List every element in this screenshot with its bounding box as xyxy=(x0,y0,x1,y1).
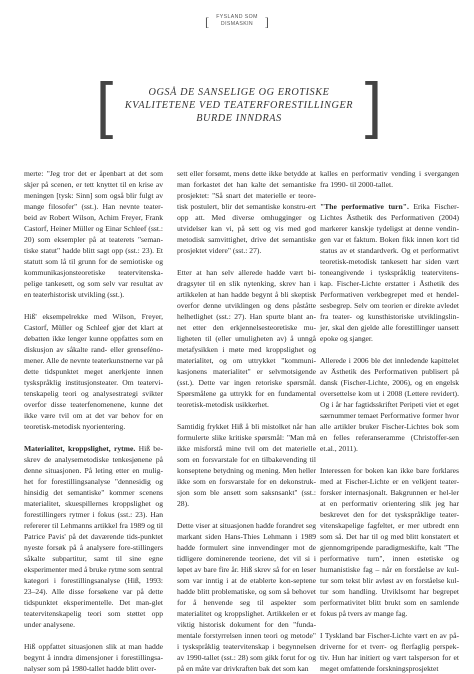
paragraph: kalles en performativ vending i svergangen fra 1990- til 2000-tallet. xyxy=(320,169,459,189)
paragraph: Hiß oppfattet situasjonen slik at man hadde begynt å inndra dimensjoner i forestillingsa-nalyser som på 1980-tallet hadde blitt over- xyxy=(24,642,163,673)
header-tag-line-1: FYSLAND SOM xyxy=(216,14,258,20)
paragraph-text: Erika Fischer-Lichtes Ästhetik des Performativen (2004) markerer kanskje tydeligst at denne vendin-gen var et faktum. Boken fikk innen kort tid status av et standardverk. Og et performativt teoretisk-metodisk tankesett har siden vært toneangivende i tyskspråklig teatervitens-kap. Fischer-Lichte erstatter i Ästhetik des Performativen verkbegrepet med et hendel-sesbegrep. Selv om teorien er direkte avledet fra teater- og kunsthistoriske utviklingslin-jer, skal den gjelde alle forestillinger uansett epoke og sjanger. xyxy=(320,202,459,343)
paragraph: merte: "Jeg tror det er åpenbart at det som skjer på scenen, er tett knyttet til en krise av meningen [tysk: Sinn] som også blir fulgt av mange filosofer" (sst.). Han nevnte teater-beid av Robert Wilson, Achim Freyer, Frank Castorf, Heiner Müller og Einar Schleef (sst.: 20) som eksempler på at teaterets "seman-tiske statut" hadde blitt sagt opp (sst.: 23). Et statutt som lå til grunn for de semiotiske og kommunikasjonsteoretiske teatervitenska-pelige tankesett, og som selv var resultat av en teaterhistorisk utvikling (sst.). xyxy=(24,169,163,299)
text-column-2 xyxy=(177,168,316,673)
paragraph: sett eller forsømt, mens dette ikke betydde at man forkastet det han kalte det semantiske prosjektet: "Så snart det materielle er teore-tisk postulert, blir det semantiske konstru-ert opp att. Med diverse omhugginger og utvidelser kan vi, på sett og vis med god metodisk samvittighet, drive det semantiske prosjektet videre" (sst.: 27). xyxy=(177,169,316,255)
paragraph: Hiß' eksempelrekke med Wilson, Freyer, Castorf, Müller og Schleef gjør det klart at debatten ikke lenger kunne oppfattes som en diskusjon av såkalte rand- eller grenseféno-mener. Alle de nevnte teaterkunstnerne var på dette tidspunktet meget anerkjente innen tyskspråklig institusjonsteater. Om teatervi-tenskapelig teori og analysestrategi svikter overfor disse teaterfenomenene, kunne det ikke være tvil om at det var behov for en teoretisk-metodisk nyorientering. xyxy=(24,312,163,431)
paragraph-text: Hiß be-skrev de analysemetodiske tenkesjønene på denne situasjonen. På leting etter en mulig-het for forestillingsanalyse "dennesidig og hinsidig det semantiske" kommer scenens materialitet, skuespillernes kroppslighet og forestillingers rytmer i fokus (sst.: 23). Han refererer til Lehmanns artikkel fra 1989 og til Patrice Pavis' på det daværende tids-punktet nyeste forsøk på å analysere fore-stillingers såkalte subpartitur, samt til sine egne eksperimenter med å bruke rytme som sentral kategori i forestillingsanalyse (Hiß, 1993: 23–24). Alle disse forsøkene var på dette tidspunktet eksperimentelle. Det man-glet teatervitenskapelig teori som støttet opp under analysene. xyxy=(24,444,163,629)
header-right-bracket: ] xyxy=(264,14,269,29)
text-column-3 xyxy=(320,168,459,673)
pull-quote-left-bracket: [ xyxy=(96,71,114,140)
pull-quote-text xyxy=(116,86,362,125)
pull-quote-line-1: OGSÅ DE SANSELIGE OG EROTISKE xyxy=(148,87,330,98)
header-left-bracket: [ xyxy=(205,14,210,29)
paragraph: Samtidig frykket Hiß å bli mistolket når han formulerte slike kritiske spørsmål: "Man må ikke misforstå mine tvil om det materielle som en forsvarstale for en tilbakevending til konseptene betydning og mening. Men heller ikke som en forsvarstale for en dekonstruk-sjon som ble ansett som saksnsankt" (sst.: 28). xyxy=(177,422,316,508)
subheading: Materialitet, kroppslighet, rytme. xyxy=(24,444,136,453)
paragraph: I Tyskland bar Fischer-Lichte vært en av på-driverne for et tverr- og flerfaglig perspek-tiv. Hun har initiert og vært talsperson for et meget omfattende forskningsprosjektet xyxy=(320,631,459,673)
pull-quote-right-bracket: ] xyxy=(364,71,382,140)
running-header-tag xyxy=(205,10,269,36)
pull-quote xyxy=(96,71,382,153)
pull-quote-line-2: KVALITETENE VED TEATERFORESTILLINGER xyxy=(124,100,354,111)
paragraph: Dette viser at situasjonen hadde forandret seg markant siden Hans-Thies Lehmann i 1989 hadde formulert sine innvendinger mot de tidligere dominerende teoriene, det vil si i løpet av bare fire år. Hiß skrev så for en leser som var inntig i at de etablerte kon-septene hadde blitt problematiske, og som så behovet for å henvende seg til aspekter som materialitet og kroppslighet. Artikkelen er et viktig historisk dokument for den "funda-mentale forstyrrelsen innen teori og metode" i tyskspråklig teatervitenskap i begynnelsen av 1990-tallet (sst.: 28) som gikk forut for og på en måte var drivkraften bak det som kan xyxy=(177,521,316,673)
paragraph: Etter at han selv allerede hadde vært bi-dragsyter til en slik nytenking, skrev han i artikkelen at han hadde begynt å bli skeptisk overfor denne utviklingen og dens påståtte helhetlighet (sst.: 27). Han spurte blant an-net etter den erkjennelsesteoretiske mu-ligheten til (eller umuligheten av) å unngå metafysikken i møte med kroppslighet og materialitet, og om uttrykket "kommuni-kasjonens materialitet" er selvmotsigende (sst.). Dette var ingen retoriske spørsmål. Spørsmålene ga uttrykk for en fundamental teoretisk-metodisk usikkerhet. xyxy=(177,268,316,409)
header-tag-text xyxy=(213,14,261,28)
subheading: "The performative turn". xyxy=(320,202,409,211)
pull-quote-line-3: BURDE INNDRAS xyxy=(196,113,282,124)
paragraph: Interessen for boken kan ikke bare forklares med at Fischer-Lichte er en velkjent teater-forsker internasjonalt. Bakgrunnen er hel-ler at en performativ orientering slik jeg har beskrevet den for det tyskspråklige teater-vitenskapelige fagfeltet, er mer utbredt enn som så. Det har til og med blitt konstatert et gjennomgripende paradigmeskifte, kalt "The performative turn", innen estetiske og humanistiske fag – når en forståelse av kul-tur som tekst blir avløst av en forståelse kul-tur som handling. Utviklsomt har begrepet performativitet blitt brukt som en samlende fokus på tvers av mange fag. xyxy=(320,466,459,618)
text-column-1 xyxy=(24,168,163,673)
paragraph xyxy=(320,201,459,344)
header-tag-line-2: DISMASKIN xyxy=(220,21,254,27)
paragraph xyxy=(24,443,163,630)
paragraph: Allerede i 2006 ble det innledende kapittelet av Ästhetik des Performativen publisert på dansk (Fischer-Lichte, 2006), og en engelsk oversettelse kom ut i 2008 (Lettere revidert). Og i år har fagtidsskriftet Peripeti viet et eget særnummer temaet Performative former hvor alle artikler bruker Fischer-Lichtes bok som en felles referanseramme (Christoffer-sen et.al., 2011). xyxy=(320,356,459,453)
